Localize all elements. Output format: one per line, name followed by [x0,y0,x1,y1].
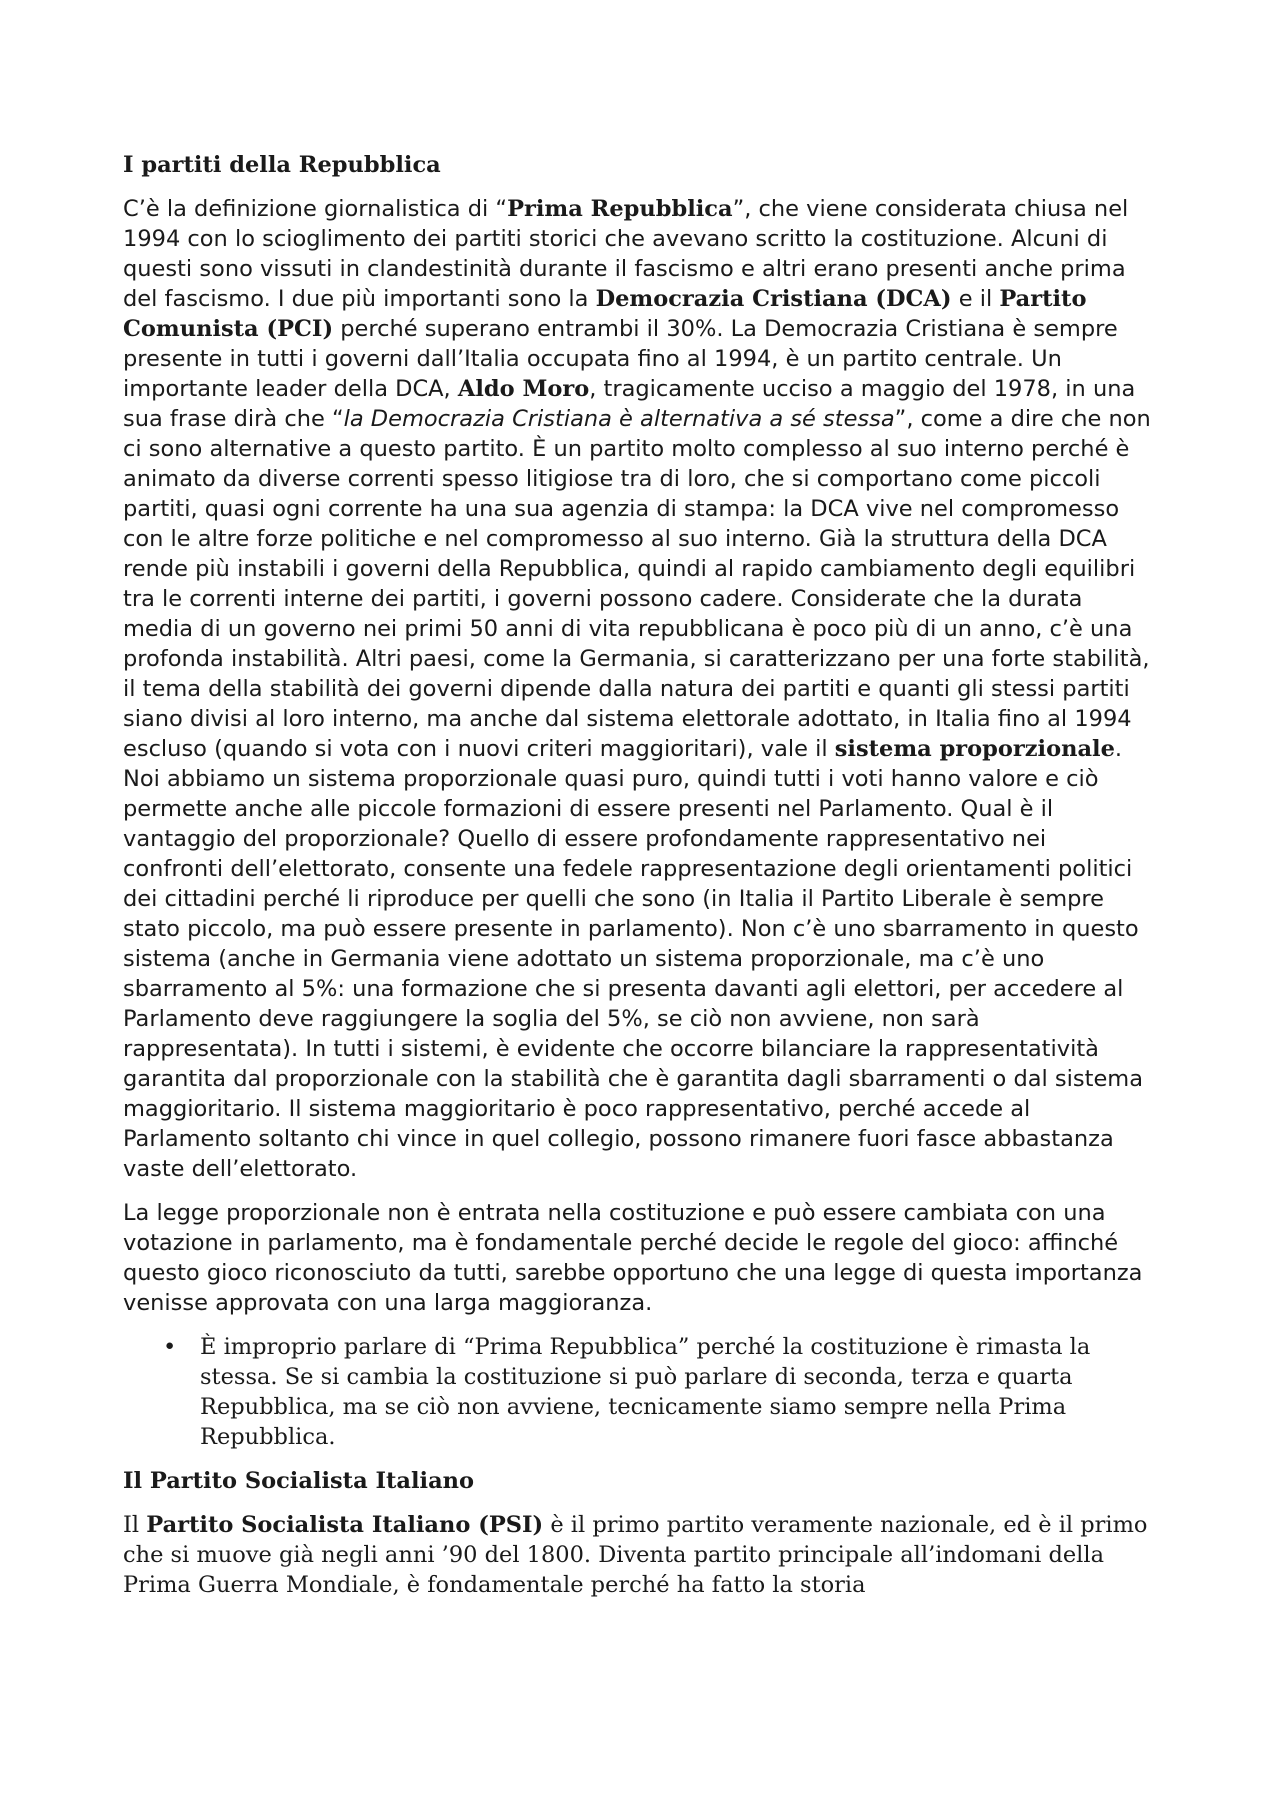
paragraph-psi [123,1510,1153,1600]
paragraph-prima-repubblica [123,194,1153,1184]
section-heading-partiti-repubblica: I partiti della Repubblica [123,152,441,178]
text-run: Il [123,1512,147,1538]
list-item [123,1332,1153,1452]
text-run: ”, che viene considerata chiusa nel 1994 con lo scioglimento dei partiti storici che avevano scritto la costituzione. Alcuni di questi sono vissuti in clandestinità durante il fascismo e altri erano presenti anche prima del fascismo. I due più importanti sono la [123,196,1129,312]
bold-text: Aldo Moro [457,376,590,402]
text-run: C’è la definizione giornalistica di “ [123,196,508,222]
bold-text: Prima Repubblica [507,196,733,222]
bold-text: Partito Socialista Italiano (PSI) [146,1512,544,1538]
text-run: perché superano entrambi il 30%. La Democrazia Cristiana è sempre presente in tutti i governi dall’Italia occupata fino al 1994, è un partito centrale. Un importante leader della DCA, [123,316,1118,402]
text-run: ”, come a dire che non ci sono alternative a questo partito. È un partito molto complesso al suo interno perché è animato da diverse correnti spesso litigiose tra di loro, che si comportano come piccoli partiti, quasi ogni corrente ha una sua agenzia di stampa: la DCA vive nel compromesso con le altre forze politiche e nel compromesso al suo interno. Già la struttura della DCA rende più instabili i governi della Repubblica, quindi al rapido cambiamento degli equilibri tra le correnti interne dei partiti, i governi possono cadere. Considerate che la durata media di un governo nei primi 50 anni di vita repubblicana è poco più di un anno, c’è una profonda instabilità. Altri paesi, come la Germania, si caratterizzano per una forte stabilità, il tema della stabilità dei governi dipende dalla natura dei partiti e quanti gli stessi partiti siano divisi al loro interno, ma anche dal sistema elettorale adottato, in Italia fino al 1994 escluso (quando si vota con i nuovi criteri maggioritari), vale il [123,406,1151,762]
bullet-list [123,1332,1153,1452]
section-heading-psi: Il Partito Socialista Italiano [123,1468,475,1494]
bold-text: Partito Comunista (PCI) [123,286,1087,342]
italic-text: la Democrazia Cristiana è alternativa a sé stessa [343,406,895,432]
text-run: . Noi abbiamo un sistema proporzionale quasi puro, quindi tutti i voti hanno valore e ciò permette anche alle piccole formazioni di essere presenti nel Parlamento. Qual è il vantaggio del proporzionale? Quello di essere profondamente rappresentativo nei confronti dell’elettorato, consente una fedele rappresentazione degli orientamenti politici dei cittadini perché li riproduce per quelli che sono (in Italia il Partito Liberale è sempre stato piccolo, ma può essere presente in parlamento). Non c’è uno sbarramento in questo sistema (anche in Germania viene adottato un sistema proporzionale, ma c’è uno sbarramento al 5%: una formazione che si presenta davanti agli elettori, per accedere al Parlamento deve raggiungere la soglia del 5%, se ciò non avviene, non sarà rappresentata). In tutti i sistemi, è evidente che occorre bilanciare la rappresentatività garantita dal proporzionale con la stabilità che è garantita dagli sbarramenti o dal sistema maggioritario. Il sistema maggioritario è poco rappresentativo, perché accede al Parlamento soltanto chi vince in quel collegio, possono rimanere fuori fasce abbastanza vaste dell’elettorato. [123,736,1143,1182]
bullet-icon: • [163,1334,177,1360]
bold-text: Democrazia Cristiana (DCA) [595,286,952,312]
document-page [123,150,1153,1614]
text-run: è il primo partito veramente nazionale, ed è il primo che si muove già negli anni ’90 del 1800. Diventa partito principale all’indomani della Prima Guerra Mondiale, è fondamentale perché ha fatto la storia [123,1512,1148,1598]
paragraph-legge-proporzionale: La legge proporzionale non è entrata nella costituzione e può essere cambiata con una votazione in parlamento, ma è fondamentale perché decide le regole del gioco: affinché questo gioco riconosciuto da tutti, sarebbe opportuno che una legge di questa importanza venisse approvata con una larga maggioranza. [123,1200,1143,1316]
text-run: e il [951,286,1000,312]
list-item-text: È improprio parlare di “Prima Repubblica” perché la costituzione è rimasta la stessa. Se si cambia la costituzione si può parlare di seconda, terza e quarta Repubblica, ma se ciò non avviene, tecnicamente siamo sempre nella Prima Repubblica. [200,1334,1091,1450]
text-run: , tragicamente ucciso a maggio del 1978, in una sua frase dirà che “ [123,376,1136,432]
bold-text: sistema proporzionale [834,736,1115,762]
